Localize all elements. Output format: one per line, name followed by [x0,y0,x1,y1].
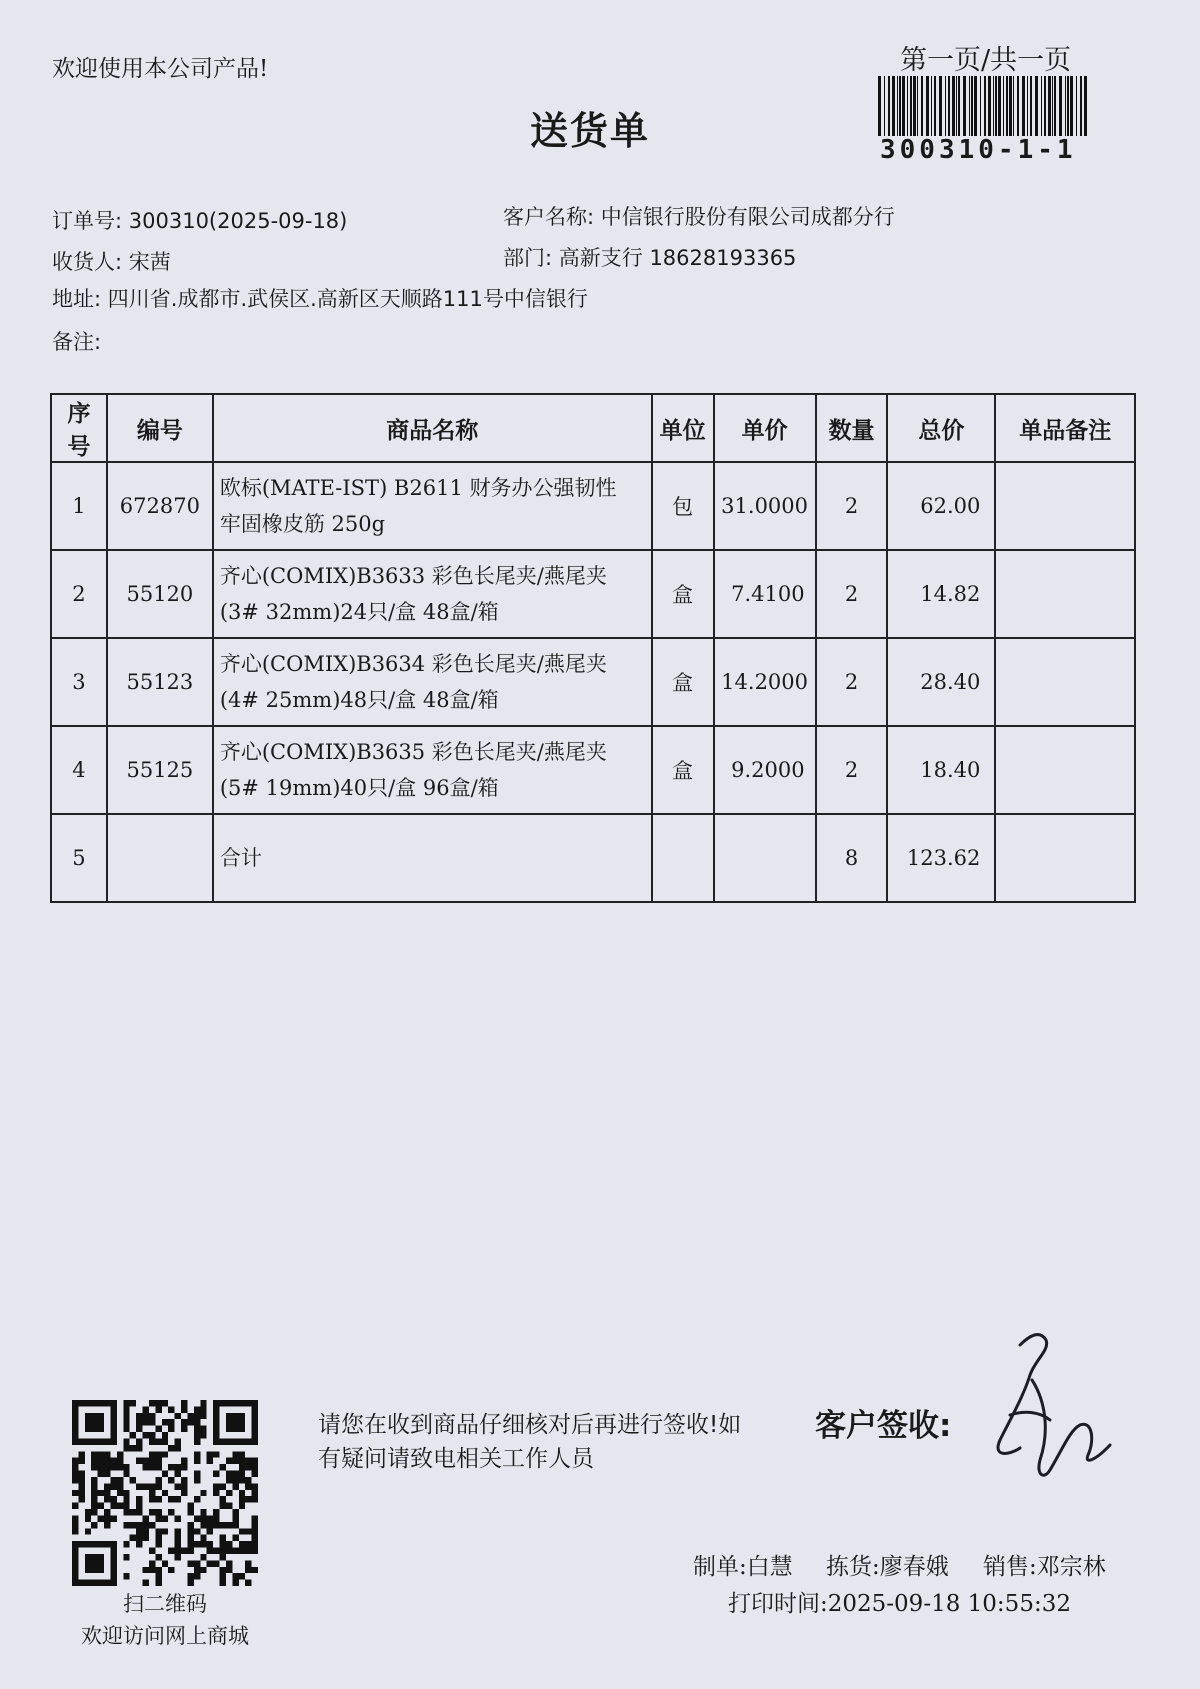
cell-code: 672870 [107,462,213,550]
cell-unit-price [714,814,816,902]
cell-code: 55123 [107,638,213,726]
product-name-line1: 齐心(COMIX)B3634 彩色长尾夹/燕尾夹 [219,652,607,676]
customer-name: 中信银行股份有限公司成都分行 [600,205,895,229]
cell-item-note [995,462,1135,550]
remark-label: 备注: [52,330,102,354]
cell-total: 18.40 [887,726,995,814]
qr-caption-scan: 扫二维码 [123,1592,207,1616]
cell-item-note [995,638,1135,726]
table-total-row [51,814,1135,902]
cell-unit-price: 9.2000 [714,726,816,814]
header-total: 总价 [887,394,995,462]
picker-info: 拣货:廖春娥 [826,1554,949,1580]
address-label: 地址: [52,287,102,311]
cell-item-note [995,814,1135,902]
department-label: 部门: [503,246,553,270]
cell-item-note [995,726,1135,814]
cell-total: 62.00 [887,462,995,550]
sales-info: 销售:邓宗林 [983,1554,1106,1580]
cell-grand-total: 123.62 [887,814,995,902]
print-time: 打印时间:2025-09-18 10:55:32 [728,1591,1071,1617]
receiver-label: 收货人: [52,250,123,274]
product-name-line2: (5# 19mm)40只/盒 96盒/箱 [219,776,499,800]
cell-seq: 4 [51,726,107,814]
cell-seq: 5 [51,814,107,902]
cell-item-note [995,550,1135,638]
barcode-number: 300310-1-1 [880,135,1077,165]
order-number-line [52,205,347,235]
cell-seq: 2 [51,550,107,638]
remark-line [52,326,101,356]
qr-code-icon [72,1400,258,1586]
cell-product-name [213,814,652,902]
product-name-line1: 齐心(COMIX)B3633 彩色长尾夹/燕尾夹 [219,564,607,588]
header-product-name: 商品名称 [213,394,652,462]
address-line [52,283,588,313]
total-label: 合计 [219,846,262,870]
address-value: 四川省.成都市.武侯区.高新区天顺路111号中信银行 [107,287,588,311]
cell-quantity: 2 [816,726,888,814]
signature-icon [980,1320,1120,1510]
cell-product-name [213,462,652,550]
maker-info: 制单:白慧 [693,1554,793,1580]
customer-label: 客户名称: [503,205,595,229]
header-unit: 单位 [652,394,714,462]
product-name-line2: 牢固橡皮筋 250g [219,512,386,536]
cell-unit: 盒 [652,638,714,726]
product-name-line1: 齐心(COMIX)B3635 彩色长尾夹/燕尾夹 [219,740,607,764]
header-unit-price: 单价 [714,394,816,462]
cell-unit [652,814,714,902]
cell-code: 55120 [107,550,213,638]
product-name-line1: 欧标(MATE-IST) B2611 财务办公强韧性 [219,476,617,500]
cell-seq: 3 [51,638,107,726]
header-item-note: 单品备注 [995,394,1135,462]
cell-seq: 1 [51,462,107,550]
cell-quantity: 2 [816,638,888,726]
department-value: 高新支行 18628193365 [558,246,797,270]
cell-product-name [213,550,652,638]
customer-line [503,201,895,231]
cell-unit-price: 14.2000 [714,638,816,726]
department-line [503,242,796,272]
items-table [50,393,1136,903]
check-notice: 请您在收到商品仔细核对后再进行签收!如有疑问请致电相关工作人员 [318,1412,742,1472]
table-row [51,462,1135,550]
product-name-line2: (4# 25mm)48只/盒 48盒/箱 [219,688,499,712]
order-number-label: 订单号: [52,209,123,233]
page-indicator: 第一页/共一页 [900,45,1072,76]
receiver-name: 宋茜 [128,250,171,274]
cell-code: 55125 [107,726,213,814]
receiver-line [52,246,171,276]
table-row [51,726,1135,814]
cell-unit: 包 [652,462,714,550]
cell-code [107,814,213,902]
cell-unit: 盒 [652,550,714,638]
cell-quantity: 2 [816,462,888,550]
table-header-row [51,394,1135,462]
header-code: 编号 [107,394,213,462]
order-number: 300310(2025-09-18) [128,209,348,233]
cell-quantity: 2 [816,550,888,638]
table-row [51,638,1135,726]
cell-total: 14.82 [887,550,995,638]
cell-unit: 盒 [652,726,714,814]
qr-caption-mall: 欢迎访问网上商城 [81,1624,249,1648]
welcome-text: 欢迎使用本公司产品! [52,56,269,82]
cell-unit-price: 31.0000 [714,462,816,550]
cell-total: 28.40 [887,638,995,726]
cell-total-quantity: 8 [816,814,888,902]
document-title: 送货单 [529,109,650,153]
cell-unit-price: 7.4100 [714,550,816,638]
header-seq: 序号 [51,394,107,462]
cell-product-name [213,638,652,726]
cell-product-name [213,726,652,814]
table-row [51,550,1135,638]
customer-sign-label: 客户签收: [815,1408,952,1444]
header-quantity: 数量 [816,394,888,462]
product-name-line2: (3# 32mm)24只/盒 48盒/箱 [219,600,499,624]
